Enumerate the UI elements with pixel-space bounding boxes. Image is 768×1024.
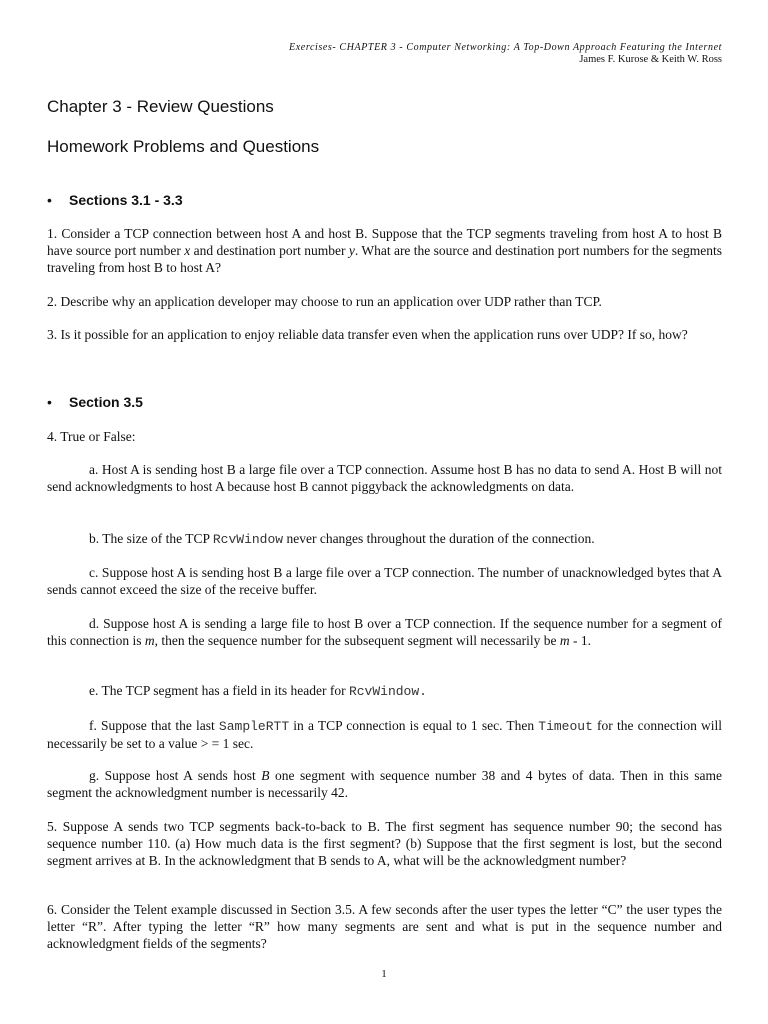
question-5: 5. Suppose A sends two TCP segments back-to-back to B. The first segment has sequence number 90; the second has sequence number 110. (a) How much data is the first segment? (b) Suppose that the first segment is lost, but the second segment arrives at B. In the acknowledgment that B sends to A, what will be the acknowledgment number? [47, 819, 722, 869]
question-4f: f. Suppose that the last SampleRTT in a TCP connection is equal to 1 sec. Then Timeout for the connection will necessarily be set to a value > = 1 sec. [47, 718, 722, 752]
question-4d: d. Suppose host A is sending a large file to host B over a TCP connection. If the sequence number for a segment of this connection is m, then the sequence number for the subsequent segment will necessarily be m - 1. [47, 616, 722, 649]
question-3: 3. Is it possible for an application to enjoy reliable data transfer even when the application runs over UDP? If so, how? [47, 327, 688, 342]
bullet-icon: • [47, 192, 52, 208]
question-4b: b. The size of the TCP RcvWindow never changes throughout the duration of the connection. [89, 531, 595, 547]
chapter-subtitle: Homework Problems and Questions [47, 137, 320, 156]
section-label: Sections 3.1 - 3.3 [69, 192, 183, 208]
section-heading-3-5 [47, 394, 143, 410]
question-4a: a. Host A is sending host B a large file over a TCP connection. Assume host B has no data to send A. Host B will not send acknowledgments to host A because host B cannot piggyback the acknowledgments on data. [47, 462, 722, 495]
page-number: 1 [381, 968, 387, 980]
running-header-title: Exercises- CHAPTER 3 - Computer Networking: A Top-Down Approach Featuring the Internet [289, 42, 722, 53]
running-header-authors: James F. Kurose & Keith W. Ross [579, 54, 722, 65]
chapter-title: Chapter 3 - Review Questions [47, 97, 274, 116]
question-4-intro: 4. True or False: [47, 429, 136, 444]
section-heading-3-1 [47, 192, 183, 208]
section-label: Section 3.5 [69, 394, 143, 410]
question-6: 6. Consider the Telent example discussed in Section 3.5. A few seconds after the user types the letter “C” the user types the letter “R”. After typing the letter “R” how many segments are sent and what is put in the sequence number and acknowledgment fields of the segments? [47, 902, 722, 952]
question-2: 2. Describe why an application developer may choose to run an application over UDP rather than TCP. [47, 294, 602, 309]
bullet-icon: • [47, 394, 52, 410]
question-4e: e. The TCP segment has a field in its header for RcvWindow. [89, 683, 427, 699]
question-4c: c. Suppose host A is sending host B a large file over a TCP connection. The number of unacknowledged bytes that A sends cannot exceed the size of the receive buffer. [47, 565, 722, 598]
question-1: 1. Consider a TCP connection between host A and host B. Suppose that the TCP segments traveling from host A to host B have source port number x and destination port number y. What are the source and destination port numbers for the segments traveling from host B to host A? [47, 226, 722, 276]
question-4g: g. Suppose host A sends host B one segment with sequence number 38 and 4 bytes of data. Then in this same segment the acknowledgment number is necessarily 42. [47, 768, 722, 801]
